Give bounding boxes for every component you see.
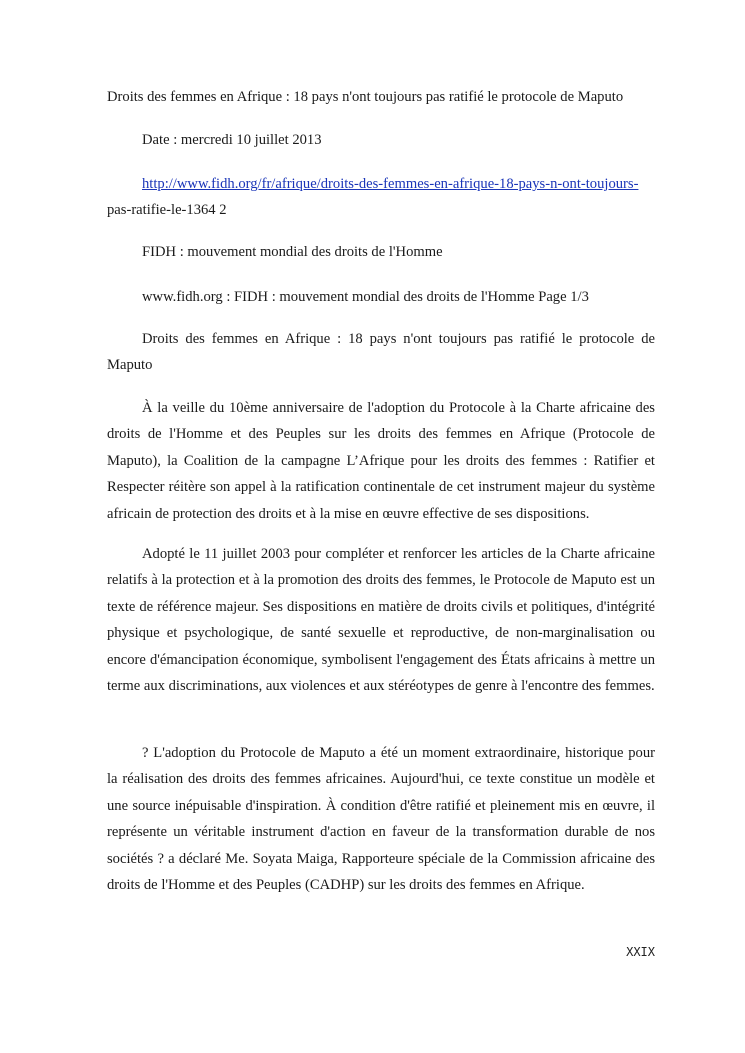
paragraph-adoption: Adopté le 11 juillet 2003 pour compléter et renforcer les articles de la Charte africaine relatifs à la protection et à la promotion des droits des femmes, le Protocole de Maputo est un texte de référence majeur. Ses dispositions en matière de droits civils et politiques, d'intégrité physique et psychologique, de santé sexuelle et reproductive, de non-marginalisation ou encore d'émancipation économique, symbolisent l'engagement des États africains à mettre un terme aux discriminations, aux violences et aux stéréotypes de genre à l'encontre des femmes. [107, 546, 655, 695]
paragraph-quote: ? L'adoption du Protocole de Maputo a été un moment extraordinaire, historique pour la réalisation des droits des femmes africaines. Aujourd'hui, ce texte constitue un modèle et une source inépuisable d'inspiration. À condition d'être ratifié et pleinement mis en œuvre, il représente un véritable instrument d'action en faveur de la transformation durable de nos sociétés ? a déclaré Me. Soyata Maiga, Rapporteure spéciale de la Commission africaine des droits de l'Homme et des Peuples (CADHP) sur les droits des femmes en Afrique. [107, 745, 655, 894]
source-url-link[interactable]: http://www.fidh.org/fr/afrique/droits-des-femmes-en-afrique-18-pays-n-ont-toujours- [142, 176, 639, 192]
source-line: FIDH : mouvement mondial des droits de l'Homme [142, 244, 443, 260]
paragraph-intro: À la veille du 10ème anniversaire de l'adoption du Protocole à la Charte africaine des droits de l'Homme et des Peuples sur les droits des femmes en Afrique (Protocole de Maputo), la Coalition de la campagne L’Afrique pour les droits des femmes : Ratifier et Respecter réitère son appel à la ratification continentale de cet instrument majeur du système africain de protection des droits et à la mise en œuvre effective de ses dispositions. [107, 400, 655, 522]
site-line: www.fidh.org : FIDH : mouvement mondial des droits de l'Homme Page 1/3 [142, 289, 589, 305]
document-title-line: Droits des femmes en Afrique : 18 pays n'ont toujours pas ratifié le protocole de Maputo [107, 89, 624, 105]
date-line: Date : mercredi 10 juillet 2013 [142, 132, 322, 148]
paragraph-heading-repeat: Droits des femmes en Afrique : 18 pays n'ont toujours pas ratifié le protocole de Maputo [107, 331, 655, 374]
source-url [107, 175, 655, 220]
source-url-continuation: pas-ratifie-le-1364 2 [107, 202, 227, 218]
page-number: XXIX [626, 945, 655, 959]
